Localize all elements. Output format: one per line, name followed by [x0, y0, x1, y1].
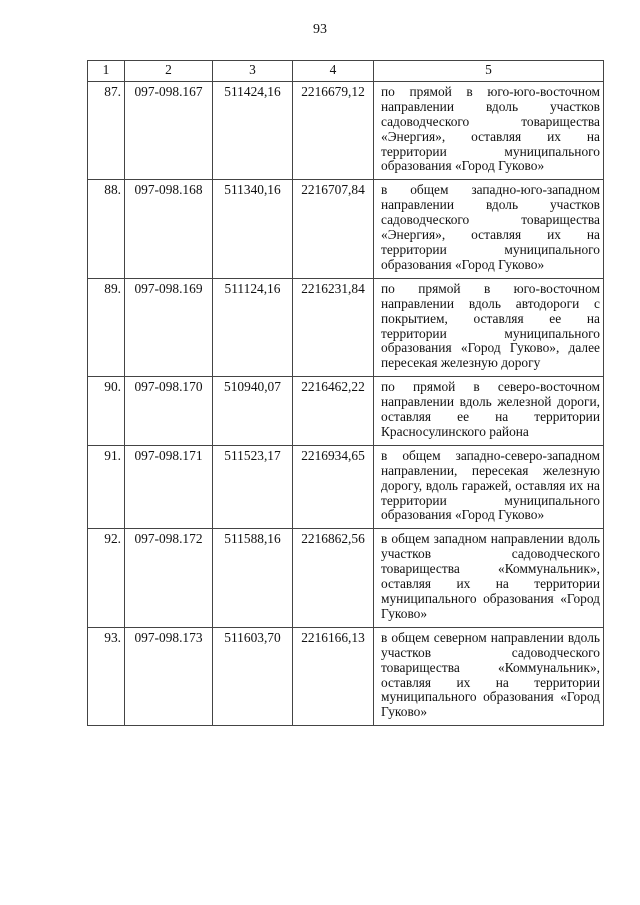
- coordinate-y: 2216462,22: [293, 377, 374, 446]
- segment-code: 097-098.173: [125, 627, 213, 725]
- coordinate-y: 2216679,12: [293, 81, 374, 179]
- segment-code: 097-098.170: [125, 377, 213, 446]
- boundary-table: [87, 60, 604, 726]
- row-number: 89.: [88, 278, 125, 376]
- row-number: 93.: [88, 627, 125, 725]
- column-header-1: 1: [88, 61, 125, 82]
- coordinate-x: 511523,17: [213, 445, 293, 529]
- boundary-description: в общем западно-северо-западном направлении, пересекая железную дорогу, вдоль гаражей, оставляя их на территории муниципального образования «Город Гуково»: [374, 445, 604, 529]
- coordinate-y: 2216934,65: [293, 445, 374, 529]
- segment-code: 097-098.167: [125, 81, 213, 179]
- boundary-description: по прямой в северо-восточном направлении вдоль железной дороги, оставляя ее на территории Красносулинского района: [374, 377, 604, 446]
- column-header-4: 4: [293, 61, 374, 82]
- coordinate-y: 2216862,56: [293, 529, 374, 627]
- row-number: 92.: [88, 529, 125, 627]
- coordinate-y: 2216231,84: [293, 278, 374, 376]
- boundary-description: по прямой в юго-восточном направлении вдоль автодороги с покрытием, оставляя ее на территории муниципального образования «Город Гуково», далее пересекая железную дорогу: [374, 278, 604, 376]
- row-number: 87.: [88, 81, 125, 179]
- column-header-5: 5: [374, 61, 604, 82]
- coordinate-x: 511603,70: [213, 627, 293, 725]
- coordinate-y: 2216166,13: [293, 627, 374, 725]
- coordinate-x: 511124,16: [213, 278, 293, 376]
- column-header-3: 3: [213, 61, 293, 82]
- coordinate-x: 511588,16: [213, 529, 293, 627]
- coordinate-x: 510940,07: [213, 377, 293, 446]
- table-row: [88, 529, 604, 627]
- boundary-description: в общем северном направлении вдоль участков садоводческого товарищества «Коммунальник», оставляя их на территории муниципального образования «Город Гуково»: [374, 627, 604, 725]
- segment-code: 097-098.171: [125, 445, 213, 529]
- boundary-description: в общем западном направлении вдоль участков садоводческого товарищества «Коммунальник», оставляя их на территории муниципального образования «Город Гуково»: [374, 529, 604, 627]
- table-row: [88, 278, 604, 376]
- row-number: 88.: [88, 180, 125, 278]
- boundary-description: в общем западно-юго-западном направлении вдоль участков садоводческого товарищества «Энергия», оставляя их на территории муниципального образования «Город Гуково»: [374, 180, 604, 278]
- table-header-row: [88, 61, 604, 82]
- boundary-description: по прямой в юго-юго-восточном направлении вдоль участков садоводческого товарищества «Энергия», оставляя их на территории муниципального образования «Город Гуково»: [374, 81, 604, 179]
- column-header-2: 2: [125, 61, 213, 82]
- row-number: 90.: [88, 377, 125, 446]
- segment-code: 097-098.172: [125, 529, 213, 627]
- table-row: [88, 180, 604, 278]
- segment-code: 097-098.168: [125, 180, 213, 278]
- row-number: 91.: [88, 445, 125, 529]
- table-row: [88, 445, 604, 529]
- segment-code: 097-098.169: [125, 278, 213, 376]
- table-row: [88, 627, 604, 725]
- coordinate-y: 2216707,84: [293, 180, 374, 278]
- table-row: [88, 377, 604, 446]
- table-row: [88, 81, 604, 179]
- page-number: 93: [313, 22, 327, 37]
- coordinate-x: 511340,16: [213, 180, 293, 278]
- coordinate-x: 511424,16: [213, 81, 293, 179]
